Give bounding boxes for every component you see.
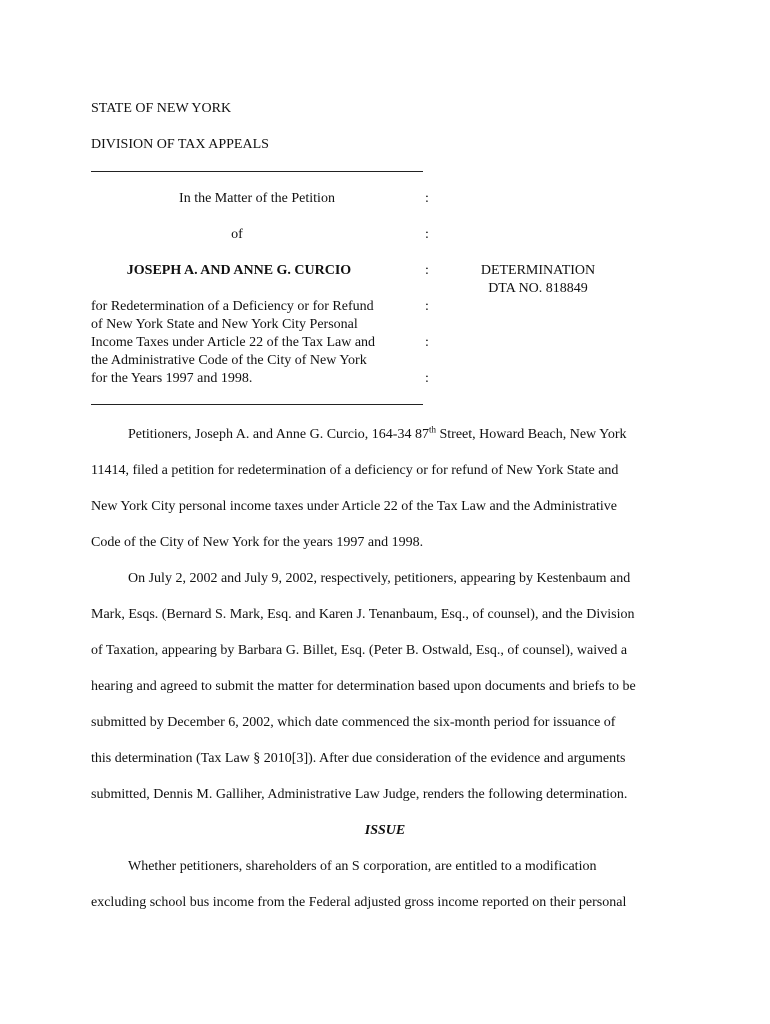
- caption-colon: :: [425, 227, 429, 242]
- matter-line: In the Matter of the Petition: [179, 191, 335, 206]
- caption-colon: :: [425, 263, 429, 278]
- petition-line: Income Taxes under Article 22 of the Tax Law and: [91, 335, 376, 350]
- paragraph-text: Street, Howard Beach, New York: [436, 427, 627, 442]
- paragraph-line: Code of the City of New York for the years 1997 and 1998.: [91, 535, 424, 550]
- paragraph-line: On July 2, 2002 and July 9, 2002, respectively, petitioners, appearing by Kestenbaum and: [128, 571, 631, 586]
- issue-heading: ISSUE: [364, 823, 406, 838]
- caption-top-rule: [91, 171, 423, 172]
- petitioner-names: JOSEPH A. AND ANNE G. CURCIO: [126, 263, 352, 278]
- petition-line: the Administrative Code of the City of New York: [91, 353, 367, 368]
- paragraph-line: excluding school bus income from the Federal adjusted gross income reported on their personal: [91, 895, 627, 910]
- paragraph-line: of Taxation, appearing by Barbara G. Billet, Esq. (Peter B. Ostwald, Esq., of counsel), waived a: [91, 643, 628, 658]
- paragraph-line: this determination (Tax Law § 2010[3]). After due consideration of the evidence and arguments: [91, 751, 626, 766]
- of-line: of: [231, 227, 243, 242]
- paragraph-line: [128, 426, 627, 444]
- caption-colon: :: [425, 191, 429, 206]
- paragraph-line: New York City personal income taxes under Article 22 of the Tax Law and the Administrative: [91, 499, 617, 514]
- superscript: th: [428, 424, 436, 435]
- dta-number: DTA NO. 818849: [488, 281, 588, 296]
- paragraph-line: submitted, Dennis M. Galliher, Administrative Law Judge, renders the following determination.: [91, 787, 628, 802]
- paragraph-line: Whether petitioners, shareholders of an S corporation, are entitled to a modification: [128, 859, 597, 874]
- caption-colon: :: [425, 335, 429, 350]
- paragraph-line: 11414, filed a petition for redetermination of a deficiency or for refund of New York State and: [91, 463, 619, 478]
- paragraph-line: hearing and agreed to submit the matter for determination based upon documents and briefs to be: [91, 679, 636, 694]
- paragraph-line: submitted by December 6, 2002, which date commenced the six-month period for issuance of: [91, 715, 616, 730]
- caption-bottom-rule: [91, 404, 423, 405]
- petition-line: of New York State and New York City Personal: [91, 317, 358, 332]
- state-heading: STATE OF NEW YORK: [91, 101, 232, 116]
- division-heading: DIVISION OF TAX APPEALS: [91, 137, 269, 152]
- determination-label: DETERMINATION: [480, 263, 596, 278]
- petition-line: for Redetermination of a Deficiency or for Refund: [91, 299, 374, 314]
- paragraph-text: Petitioners, Joseph A. and Anne G. Curcio, 164-34 87: [128, 427, 429, 442]
- paragraph-line: Mark, Esqs. (Bernard S. Mark, Esq. and Karen J. Tenanbaum, Esq., of counsel), and the Division: [91, 607, 635, 622]
- petition-line: for the Years 1997 and 1998.: [91, 371, 253, 386]
- caption-colon: :: [425, 371, 429, 386]
- caption-colon: :: [425, 299, 429, 314]
